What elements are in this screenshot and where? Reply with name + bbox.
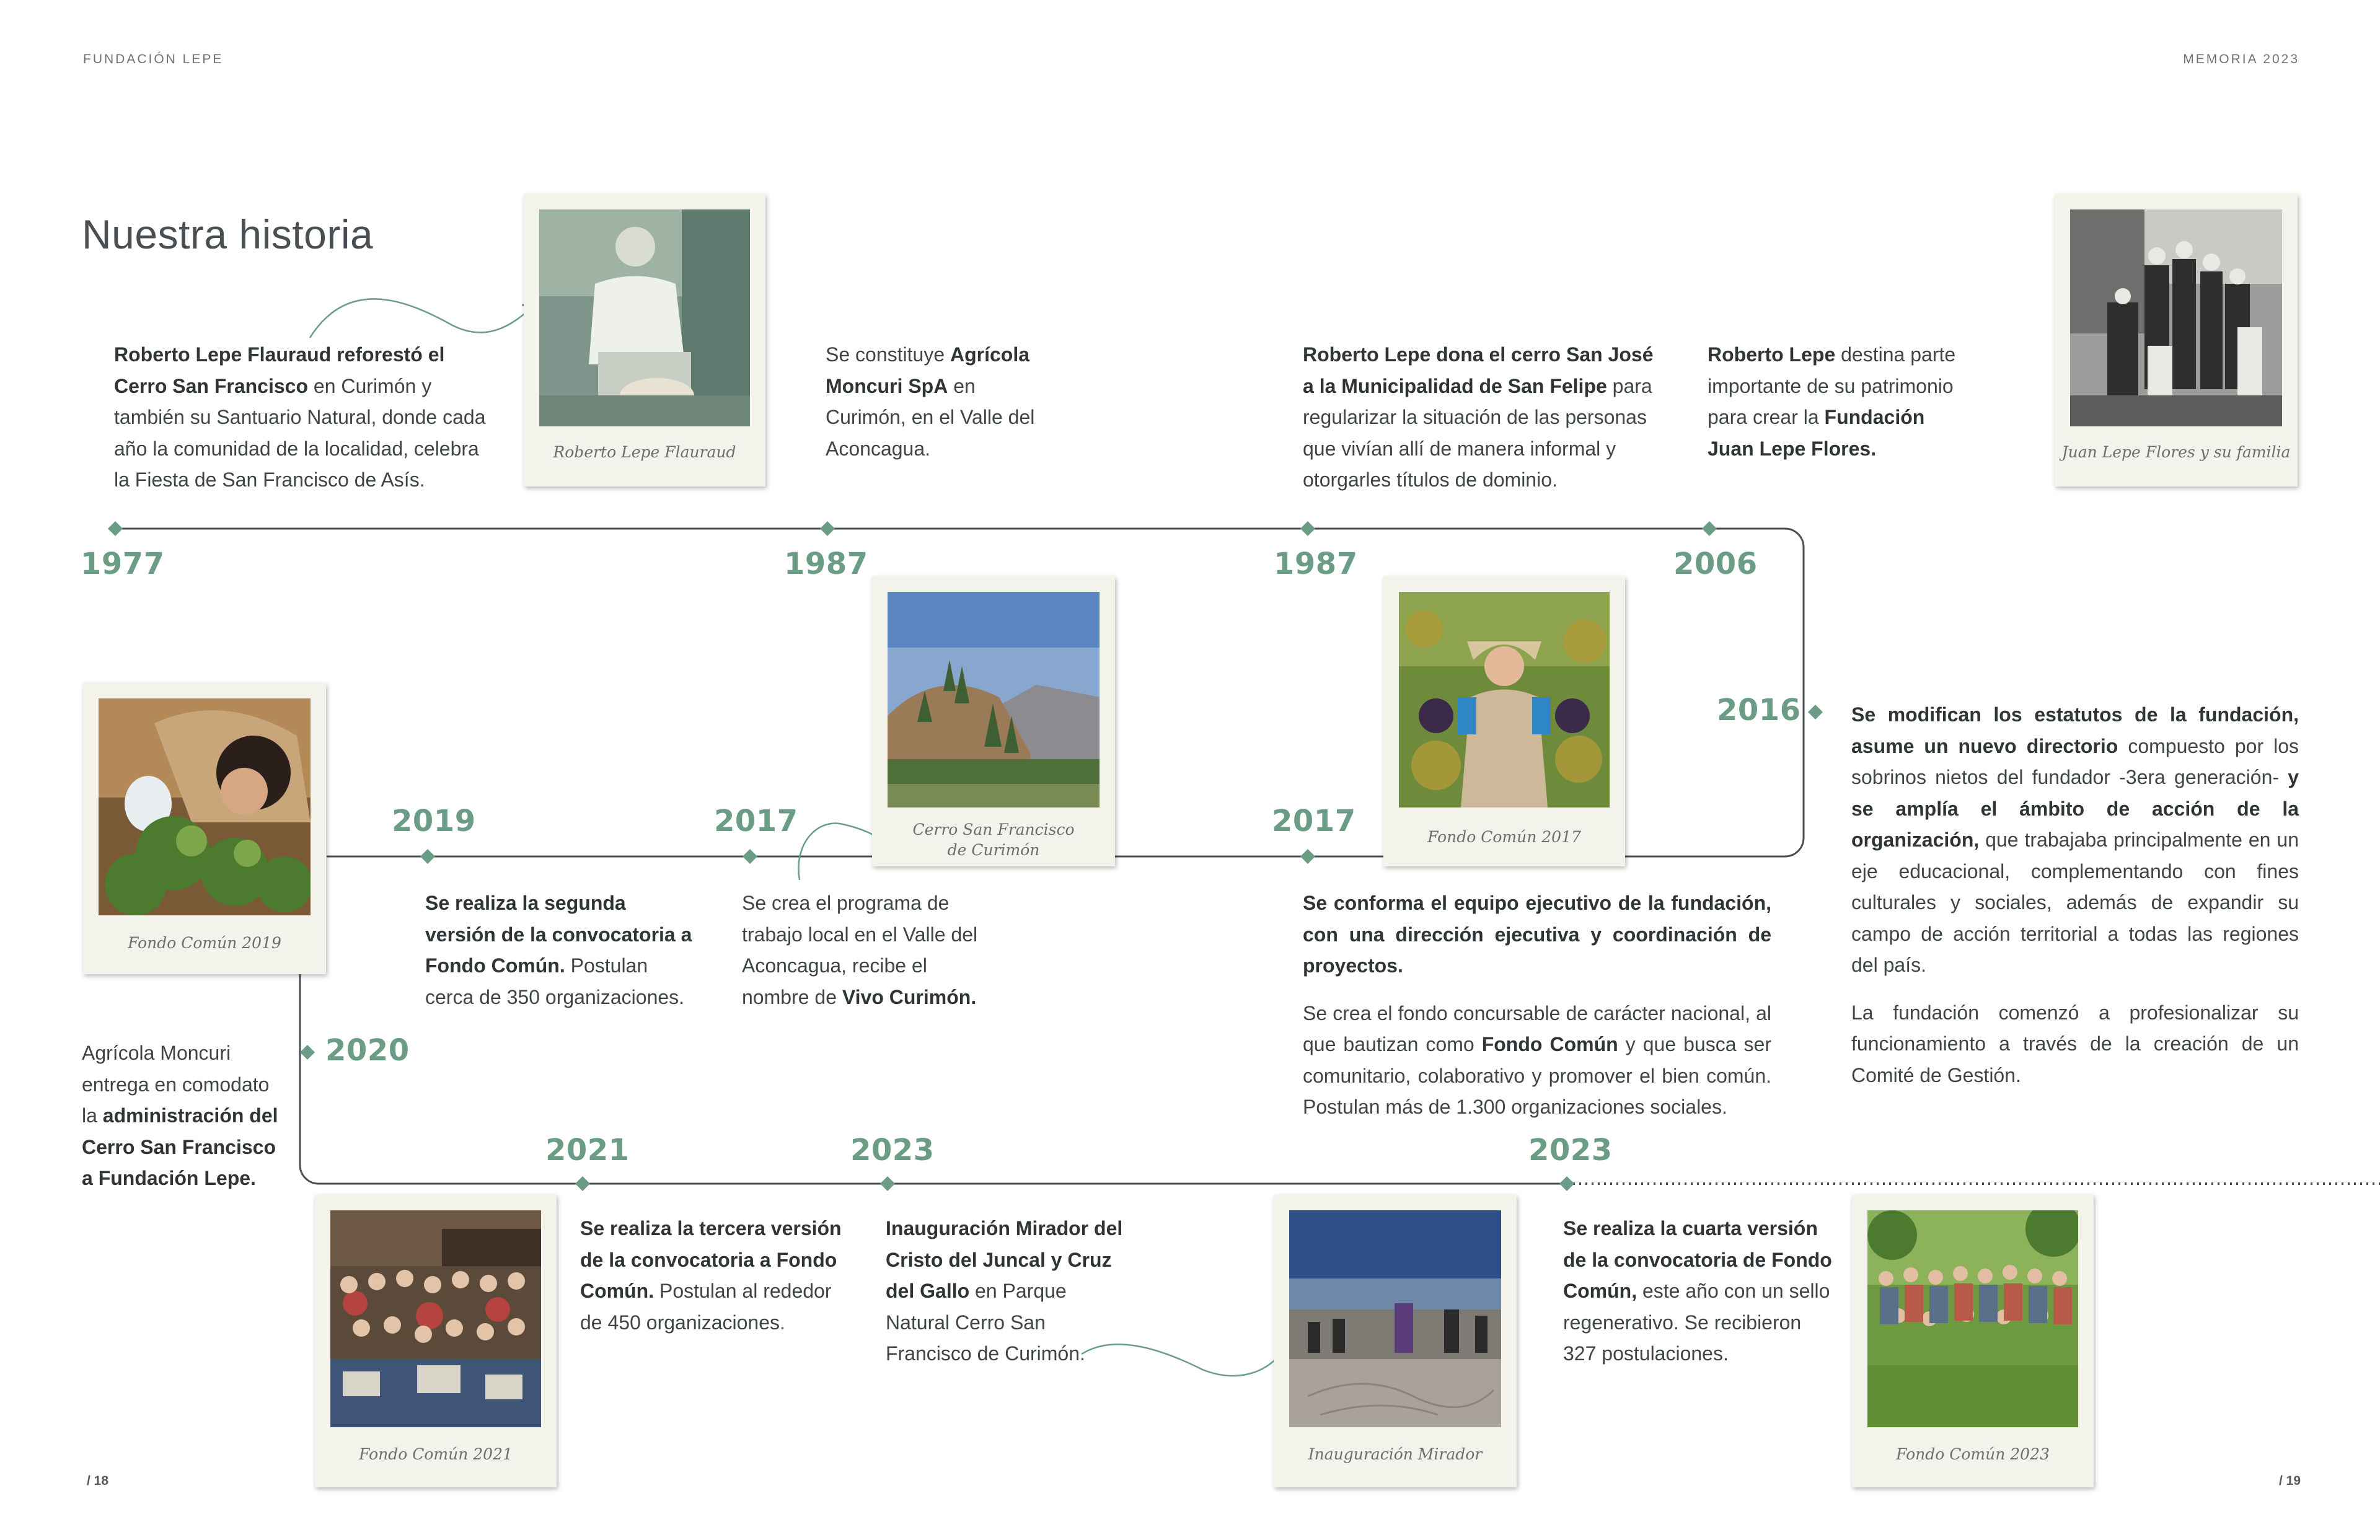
fc2019-photo-image bbox=[99, 698, 311, 915]
event-2017b-text: Se conforma el equipo ejecutivo de la fundación, con una dirección ejecutiva y coordinación de proyectos. Se crea el fondo concursable de carácter nacional, al que bautizan como Fondo Común y que busca ser comunitario, colaborativo y promover el bien común. Postulan más de 1.300 organizaciones sociales. bbox=[1303, 892, 1772, 1118]
fc2023-photo-image bbox=[1867, 1210, 2078, 1427]
photo-fondo-comun-2017 bbox=[1383, 576, 1625, 866]
photo-fondo-comun-2021 bbox=[315, 1195, 557, 1487]
header-org: FUNDACIÓN LEPE bbox=[83, 52, 224, 66]
page-title: Nuestra historia bbox=[82, 211, 374, 257]
caption-fondo-comun-2023: Fondo Común 2023 bbox=[1896, 1445, 2050, 1463]
event-2019-text: Se realiza la segunda versión de la convocatoria a Fondo Común. Postulan cerca de 350 organizaciones. bbox=[425, 892, 692, 1008]
photo-mirador bbox=[1274, 1195, 1517, 1487]
year-2021: 2021 bbox=[545, 1133, 630, 1168]
event-2023b-text: Se realiza la cuarta versión de la convocatoria de Fondo Común, este año con un sello regenerativo. Se recibieron 327 postulaciones. bbox=[1563, 1217, 1832, 1365]
year-2006: 2006 bbox=[1673, 547, 1758, 581]
caption-juan-family: Juan Lepe Flores y su familia bbox=[2061, 443, 2291, 461]
event-2006-text: Roberto Lepe destina parte importante de su patrimonio para crear la Fundación Juan Lepe Flores. bbox=[1708, 343, 1956, 460]
year-2023-a: 2023 bbox=[850, 1133, 935, 1168]
event-2021-text: Se realiza la tercera versión de la convocatoria a Fondo Común. Postulan al rededor de 450 organizaciones. bbox=[580, 1217, 842, 1334]
year-1987-a: 1987 bbox=[784, 547, 868, 581]
cerro-photo-image bbox=[888, 592, 1100, 807]
page-number-left: / 18 bbox=[87, 1474, 109, 1488]
header-report: MEMORIA 2023 bbox=[2183, 52, 2299, 66]
photo-fondo-comun-2019 bbox=[83, 683, 326, 974]
caption-fondo-comun-2019: Fondo Común 2019 bbox=[128, 934, 281, 952]
photo-roberto bbox=[524, 194, 765, 486]
year-1977: 1977 bbox=[81, 547, 165, 581]
caption-fondo-comun-2021: Fondo Común 2021 bbox=[359, 1445, 513, 1463]
year-1987-b: 1987 bbox=[1274, 547, 1358, 581]
page-number-right: / 19 bbox=[2278, 1474, 2301, 1488]
event-2023a-text: Inauguración Mirador del Cristo del Juncal y Cruz del Gallo en Parque Natural Cerro San Francisco de Curimón. bbox=[886, 1217, 1123, 1365]
caption-fondo-comun-2017: Fondo Común 2017 bbox=[1427, 828, 1581, 846]
caption-cerro: Cerro San Francisco de Curimón bbox=[912, 821, 1075, 859]
mirador-photo-image bbox=[1289, 1210, 1501, 1427]
caption-roberto: Roberto Lepe Flauraud bbox=[553, 443, 736, 461]
photo-fondo-comun-2023 bbox=[1852, 1195, 2094, 1487]
fc2021-photo-image bbox=[330, 1210, 541, 1427]
year-2016: 2016 bbox=[1717, 693, 1801, 728]
event-2017a-text: Se crea el programa de trabajo local en el Valle del Aconcagua, recibe el nombre de Vivo Curimón. bbox=[742, 892, 978, 1008]
fc2017-photo-image bbox=[1399, 592, 1610, 807]
event-2016-text: Se modifican los estatutos de la fundación, asume un nuevo directorio compuesto por los sobrinos nietos del fundador -3era generación- y se amplía el ámbito de acción de la organización, que trabajaba principalmente en un eje educacional, complementando con fines culturales y sociales, además de expandir su campo de acción territorial a todas las regiones del país. La fundación comenzó a profesionalizar su funcionamiento a través de la creación de un Comité de Gestión. bbox=[1851, 703, 2299, 1086]
year-2017-b: 2017 bbox=[1272, 804, 1356, 838]
year-2019: 2019 bbox=[392, 804, 476, 838]
event-1987a-text: Se constituye Agrícola Moncuri SpA en Curimón, en el Valle del Aconcagua. bbox=[826, 343, 1035, 460]
year-2023-b: 2023 bbox=[1528, 1133, 1613, 1168]
event-1987b-text: Roberto Lepe dona el cerro San José a la Municipalidad de San Felipe para regularizar la situación de las personas que vivían allí de manera informal y otorgarles títulos de dominio. bbox=[1303, 343, 1654, 491]
event-2020-text: Agrícola Moncuri entrega en comodato la administración del Cerro San Francisco a Fundación Lepe. bbox=[82, 1042, 278, 1189]
roberto-photo-image bbox=[539, 209, 750, 426]
family-photo-image bbox=[2070, 209, 2282, 426]
year-2020: 2020 bbox=[325, 1033, 410, 1068]
photo-cerro bbox=[872, 576, 1115, 866]
year-2017-a: 2017 bbox=[714, 804, 798, 838]
caption-mirador: Inauguración Mirador bbox=[1308, 1445, 1483, 1463]
photo-juan-family bbox=[2055, 194, 2298, 486]
event-1977-text: Roberto Lepe Flauraud reforestó el Cerro San Francisco en Curimón y también su Santuario Natural, donde cada año la comunidad de la localidad, celebra la Fiesta de San Francisco de Asís. bbox=[114, 343, 486, 491]
